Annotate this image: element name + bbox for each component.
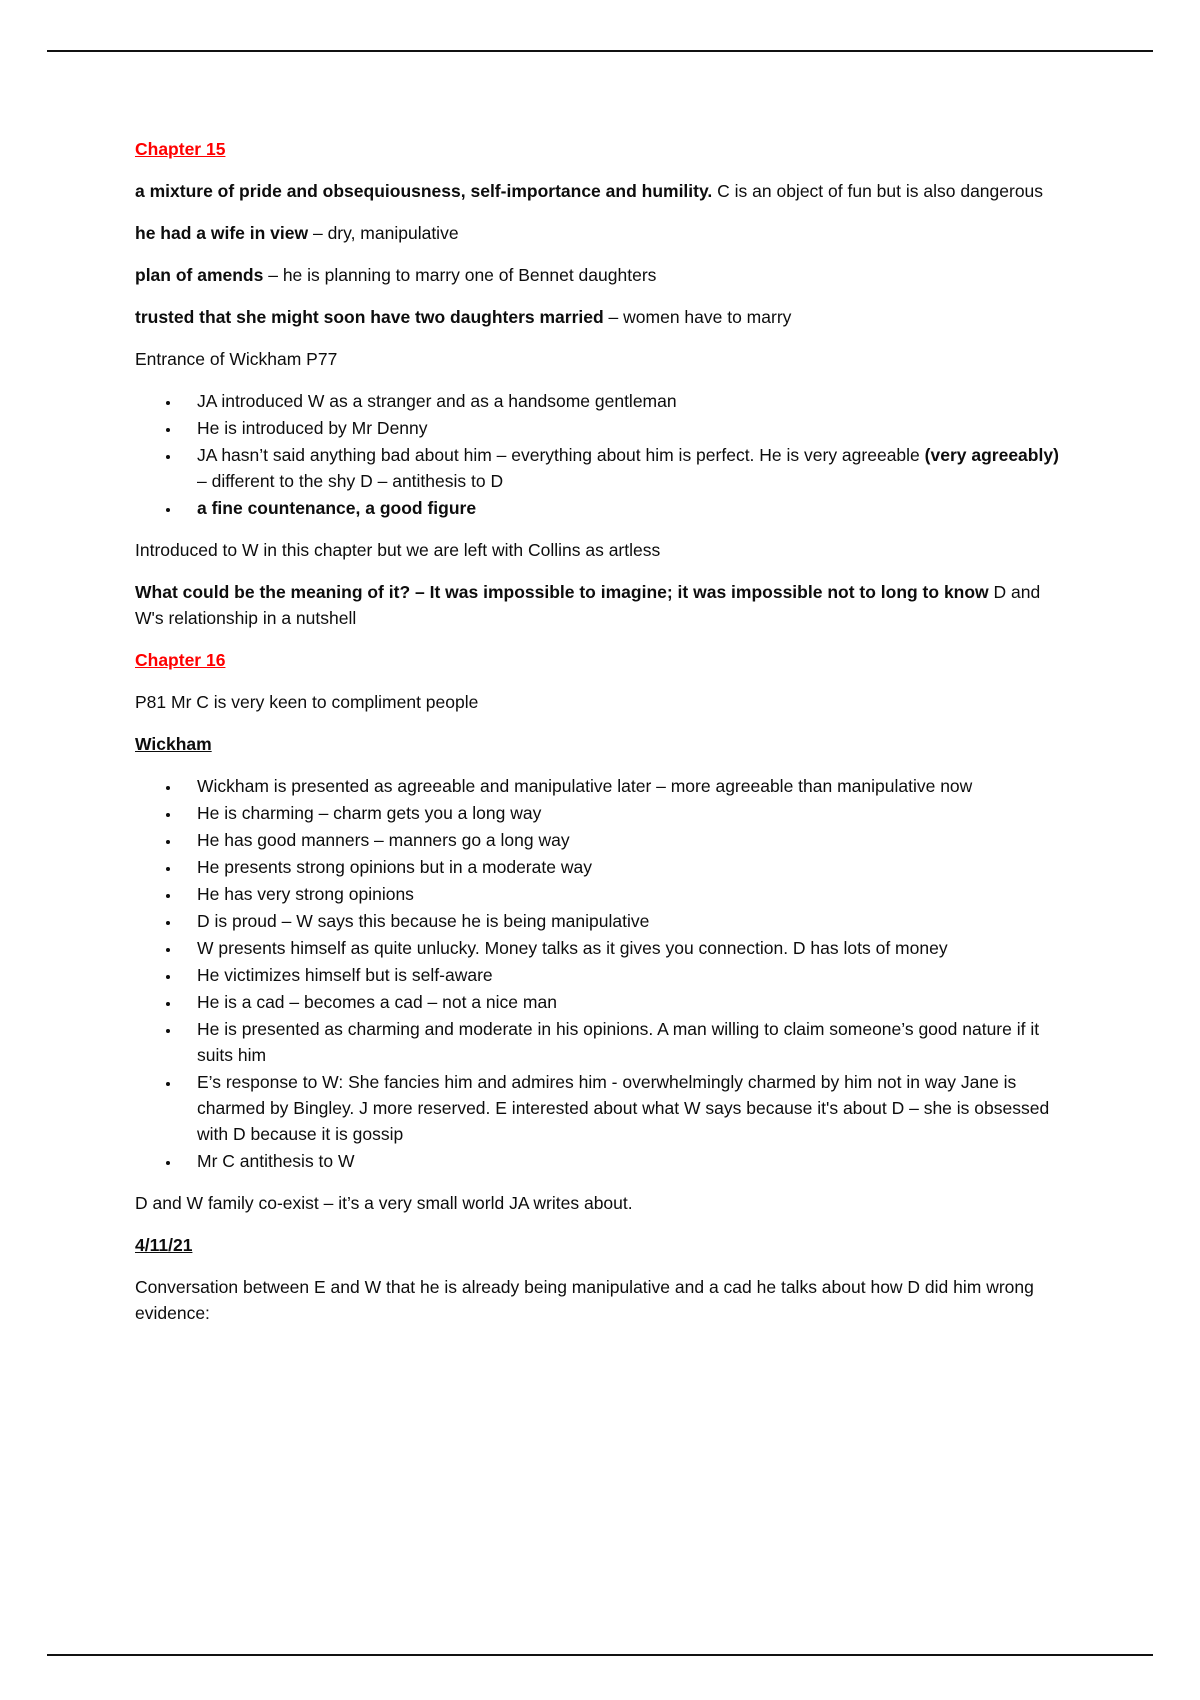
text-run: He has very strong opinions	[197, 884, 414, 904]
bullet-list	[135, 773, 1060, 1174]
bullet-item	[181, 800, 1060, 826]
text-run: (very agreeably)	[924, 445, 1059, 465]
text-run: Introduced to W in this chapter but we are left with Collins as artless	[135, 540, 661, 560]
text-run: – different to the shy D – antithesis to D	[197, 471, 504, 491]
text-run: – dry, manipulative	[308, 223, 459, 243]
bullet-item	[181, 935, 1060, 961]
text-run: a mixture of pride and obsequiousness, self-importance and humility.	[135, 181, 713, 201]
text-run: 4/11/21	[135, 1235, 193, 1255]
text-run: – he is planning to marry one of Bennet daughters	[263, 265, 657, 285]
text-run: He is charming – charm gets you a long way	[197, 803, 542, 823]
text-run: Mr C antithesis to W	[197, 1151, 355, 1171]
paragraph	[135, 220, 1060, 246]
text-run: D and W's relationship in a nutshell	[135, 582, 1041, 628]
text-run: He is introduced by Mr Denny	[197, 418, 428, 438]
paragraph	[135, 1190, 1060, 1216]
text-run: Chapter 16	[135, 650, 226, 670]
bullet-item	[181, 1016, 1060, 1068]
paragraph	[135, 689, 1060, 715]
text-run: He has good manners – manners go a long way	[197, 830, 570, 850]
bullet-item	[181, 415, 1060, 441]
text-run: trusted that she might soon have two daughters married	[135, 307, 604, 327]
text-run: D is proud – W says this because he is being manipulative	[197, 911, 650, 931]
paragraph	[135, 262, 1060, 288]
text-run: He presents strong opinions but in a moderate way	[197, 857, 592, 877]
bullet-item	[181, 827, 1060, 853]
bullet-item	[181, 1148, 1060, 1174]
text-run: Wickham is presented as agreeable and manipulative later – more agreeable than manipulative now	[197, 776, 973, 796]
document-content	[135, 136, 1060, 1342]
text-run: W presents himself as quite unlucky. Money talks as it gives you connection. D has lots of money	[197, 938, 948, 958]
paragraph	[135, 178, 1060, 204]
text-run: D and W family co-exist – it’s a very small world JA writes about.	[135, 1193, 633, 1213]
date-heading	[135, 1232, 1060, 1258]
text-run: Wickham	[135, 734, 212, 754]
text-run: He is presented as charming and moderate in his opinions. A man willing to claim someone’s good nature if it suits him	[197, 1019, 1040, 1065]
text-run: Chapter 15	[135, 139, 226, 159]
bullet-item	[181, 495, 1060, 521]
text-run: He is a cad – becomes a cad – not a nice man	[197, 992, 557, 1012]
footer-rule	[47, 1654, 1153, 1656]
bullet-item	[181, 854, 1060, 880]
text-run: Conversation between E and W that he is already being manipulative and a cad he talks about how D did him wrong evidence:	[135, 1277, 1034, 1323]
text-run: He victimizes himself but is self-aware	[197, 965, 493, 985]
bullet-item	[181, 881, 1060, 907]
paragraph	[135, 346, 1060, 372]
bullet-item	[181, 989, 1060, 1015]
text-run: P81 Mr C is very keen to compliment people	[135, 692, 479, 712]
text-run: a fine countenance, a good figure	[197, 498, 477, 518]
bullet-item	[181, 962, 1060, 988]
bullet-item	[181, 908, 1060, 934]
text-run: Entrance of Wickham P77	[135, 349, 338, 369]
paragraph	[135, 579, 1060, 631]
text-run: – women have to marry	[603, 307, 792, 327]
text-run: JA hasn’t said anything bad about him – everything about him is perfect. He is very agreeable	[197, 445, 925, 465]
paragraph	[135, 1274, 1060, 1326]
text-run: What could be the meaning of it? – It was impossible to imagine; it was impossible not to long to know	[135, 582, 989, 602]
paragraph	[135, 304, 1060, 330]
bullet-item	[181, 442, 1060, 494]
text-run: plan of amends	[135, 265, 264, 285]
wickham-heading	[135, 731, 1060, 757]
bullet-item	[181, 1069, 1060, 1147]
bullet-item	[181, 773, 1060, 799]
text-run: E’s response to W: She fancies him and admires him - overwhelmingly charmed by him not in way Jane is charmed by Bingley. J more reserved. E interested about what W says because it's about D – she is obsessed with D because it is gossip	[197, 1072, 1050, 1144]
text-run: JA introduced W as a stranger and as a handsome gentleman	[197, 391, 677, 411]
header-rule	[47, 50, 1153, 52]
paragraph	[135, 537, 1060, 563]
chapter-15-heading	[135, 136, 1060, 162]
text-run: he had a wife in view	[135, 223, 309, 243]
text-run: C is an object of fun but is also dangerous	[712, 181, 1044, 201]
bullet-list	[135, 388, 1060, 521]
bullet-item	[181, 388, 1060, 414]
chapter-16-heading	[135, 647, 1060, 673]
